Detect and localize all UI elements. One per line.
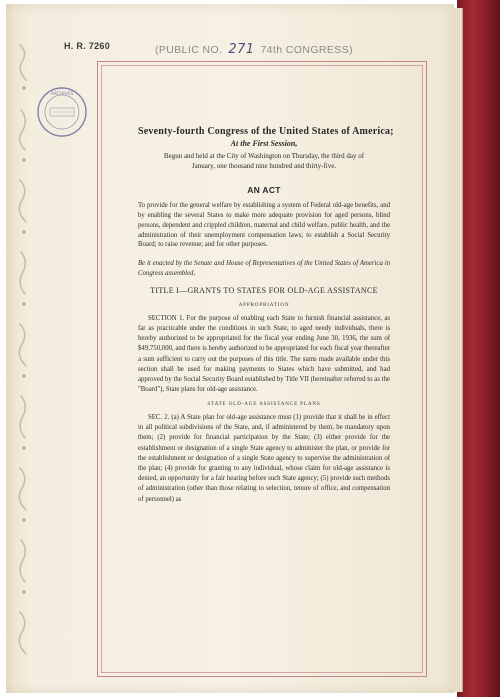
act-heading: AN ACT [247,185,281,196]
begun-line: Begun and held at the City of Washington on Thursday, the third day of January, one thousand nine hundred and thirty-five. [163,152,365,170]
stamp-text: ARCHIVES [50,92,74,97]
enacting-clause: Be it enacted by the Senate and House of Representatives of the United States of America in Congress assembled, [138,260,390,278]
session-line: At the First Session, [230,138,298,148]
book-binding [457,0,500,697]
section-1-text: SECTION 1. For the purpose of enabling each State to furnish financial assistance, as far as practicable under the conditions in such State, to aged needy individuals, there is hereby authorized to be appropriated for the fiscal year ending June 30, 1936, the sum of $49,750,000, and there is hereby authorized to be appropriated for each fiscal year thereafter a sum sufficient to carry out the purposes of this title. The sums made available under this section shall be used for making payments to States which have submitted, and had approved by the Social Security Board established by Title VII (hereinafter referred to as the "Board"), State plans for old-age assistance. [138,314,390,394]
section-heading-state-plans: STATE OLD-AGE ASSISTANCE PLANS [207,401,321,408]
act-text [138,126,394,505]
binding-stitches [14,40,36,680]
congress-line: Seventy-fourth Congress of the United States of America; [138,126,394,137]
public-prefix: (PUBLIC NO. [155,44,223,56]
bill-number: H. R. 7260 [64,41,111,51]
section-heading-appropriation: APPROPRIATION [238,302,290,309]
act-purpose: To provide for the general welfare by establishing a system of Federal old-age benefits, and by enabling the several States to make more adequate provision for aged persons, blind persons, dependent and crippled children, maternal and child welfare, public health, and the administration of their unemployment compensation laws; to establish a Social Security Board; to raise revenue; and for other purposes. [138,201,390,249]
title-heading: TITLE I—GRANTS TO STATES FOR OLD-AGE ASSISTANCE [150,286,378,296]
handwritten-number: 271 [228,42,255,57]
public-law-number [155,42,353,57]
section-2-text: SEC. 2. (a) A State plan for old-age assistance must (1) provide that it shall be in effect in all political subdivisions of the State, and, if administered by them, be mandatory upon them; (2) provide for financial participation by the State; (3) either provide for the establishment or designation of a single State agency to administer the plan, or provide for the establishment or designation of a single State agency to supervise the administration of the plan; (4) provide for granting to any individual, whose claim for old-age assistance is denied, an opportunity for a fair hearing before such State agency; (5) provide such methods of administration (other than those relating to selection, tenure of office, and compensation of personnel) as [138,413,390,503]
congress-suffix: 74th CONGRESS) [260,44,353,56]
archive-stamp [35,85,89,139]
